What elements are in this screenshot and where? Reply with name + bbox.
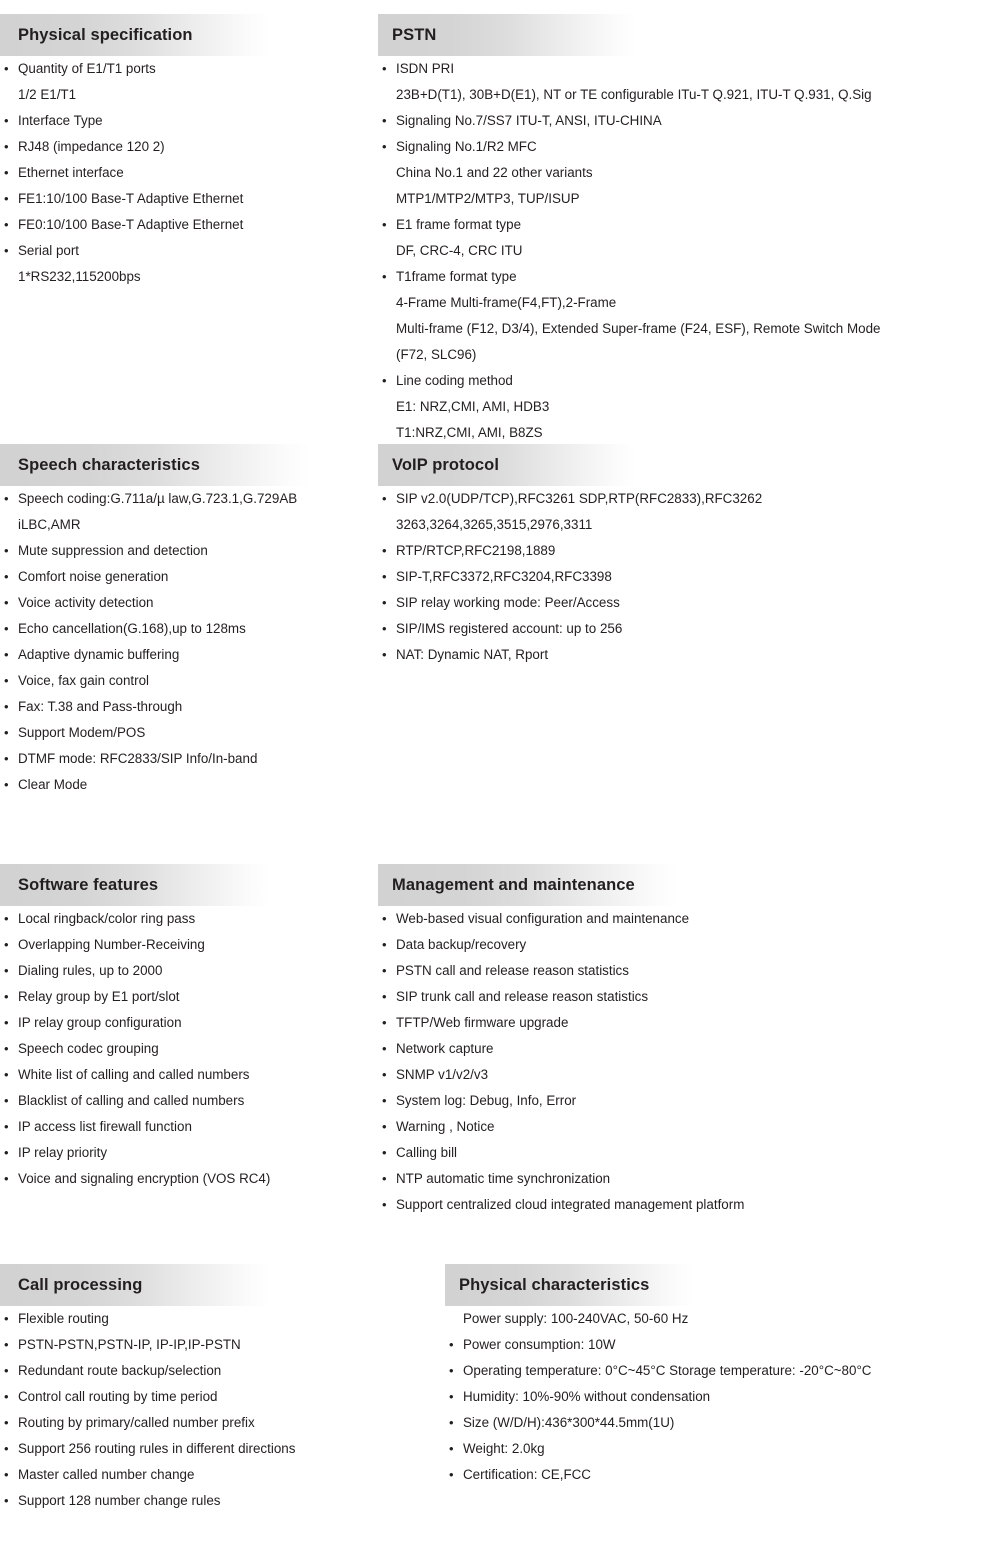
spec-item-text: Dialing rules, up to 2000: [18, 963, 163, 978]
spec-list-item: [0, 212, 380, 238]
spec-list-item: [445, 1306, 996, 1332]
spec-list-item: [378, 984, 996, 1010]
spec-list-item: [0, 486, 380, 538]
spec-item-text: RJ48 (impedance 120 2): [18, 139, 165, 154]
spec-list-voip-protocol: [378, 486, 996, 668]
spec-item-text: IP relay group configuration: [18, 1015, 182, 1030]
spec-item-text: DTMF mode: RFC2833/SIP Info/In-band: [18, 751, 258, 766]
spec-list-item: [378, 538, 996, 564]
spec-list-item: [378, 108, 996, 134]
spec-list-item: [0, 1488, 380, 1514]
spec-item-text: SIP/IMS registered account: up to 256: [396, 621, 623, 636]
spec-item-text: Support centralized cloud integrated management platform: [396, 1197, 745, 1212]
section-title: PSTN: [392, 25, 437, 44]
spec-item-text: PSTN-PSTN,PSTN-IP, IP-IP,IP-PSTN: [18, 1337, 241, 1352]
spec-list-item: [0, 1410, 380, 1436]
spec-list-management-and-maintenance: [378, 906, 996, 1218]
section-title: Call processing: [18, 1275, 143, 1294]
spec-item-text: Adaptive dynamic buffering: [18, 647, 180, 662]
spec-item-text: Serial port: [18, 243, 80, 258]
spec-list-item: [0, 746, 380, 772]
spec-list-item: [0, 238, 380, 290]
spec-list-item: [0, 1166, 380, 1192]
spec-item-text: T1frame format type: [396, 269, 517, 284]
spec-item-text: Blacklist of calling and called numbers: [18, 1093, 245, 1108]
spec-list-item: [378, 958, 996, 984]
spec-item-text: ISDN PRI: [396, 61, 455, 76]
spec-list-item: [378, 564, 996, 590]
section-title: Physical characteristics: [459, 1275, 650, 1294]
spec-list-item: [445, 1384, 996, 1410]
spec-list-item: [445, 1462, 996, 1488]
spec-item-text: Overlapping Number-Receiving: [18, 937, 205, 952]
spec-list-item: [0, 1384, 380, 1410]
spec-item-text: Mute suppression and detection: [18, 543, 208, 558]
spec-list-item: [0, 160, 380, 186]
spec-item-text: Echo cancellation(G.168),up to 128ms: [18, 621, 246, 636]
spec-item-subline: Multi-frame (F12, D3/4), Extended Super-frame (F24, ESF), Remote Switch Mode: [396, 321, 881, 336]
spec-list-item: [445, 1410, 996, 1436]
section-call-processing: [0, 1264, 380, 1514]
spec-list-item: [378, 1010, 996, 1036]
spec-list-software-features: [0, 906, 380, 1192]
spec-list-item: [0, 668, 380, 694]
spec-list-item: [378, 212, 996, 264]
spec-item-text: Speech coding:G.711a/µ law,G.723.1,G.729AB: [18, 491, 298, 506]
spec-item-text: SIP relay working mode: Peer/Access: [396, 595, 620, 610]
spec-list-item: [378, 1036, 996, 1062]
spec-list-item: [0, 538, 380, 564]
spec-item-subline: E1: NRZ,CMI, AMI, HDB3: [396, 399, 550, 414]
spec-item-text: Ethernet interface: [18, 165, 124, 180]
spec-item-text: Voice and signaling encryption (VOS RC4): [18, 1171, 271, 1186]
spec-item-text: Voice, fax gain control: [18, 673, 150, 688]
spec-item-text: E1 frame format type: [396, 217, 522, 232]
spec-list-item: [0, 1114, 380, 1140]
spec-item-text: Redundant route backup/selection: [18, 1363, 222, 1378]
section-title: Software features: [18, 875, 159, 894]
section-title: Management and maintenance: [392, 875, 635, 894]
spec-item-text: PSTN call and release reason statistics: [396, 963, 629, 978]
spec-item-subline: 23B+D(T1), 30B+D(E1), NT or TE configurable ITu-T Q.921, ITU-T Q.931, Q.Sig: [396, 87, 872, 102]
spec-list-item: [0, 1462, 380, 1488]
section-management-and-maintenance: [378, 864, 996, 1218]
section-header-software-features: [0, 864, 270, 906]
section-header-speech-characteristics: [0, 444, 310, 486]
spec-list-call-processing: [0, 1306, 380, 1514]
spec-item-text: Web-based visual configuration and maintenance: [396, 911, 690, 926]
section-pstn: [378, 14, 996, 446]
spec-item-text: Control call routing by time period: [18, 1389, 218, 1404]
spec-list-item: [445, 1332, 996, 1358]
spec-item-text: Power consumption: 10W: [463, 1337, 616, 1352]
spec-item-subline: MTP1/MTP2/MTP3, TUP/ISUP: [396, 191, 580, 206]
spec-list-item: [0, 1010, 380, 1036]
spec-item-text: Relay group by E1 port/slot: [18, 989, 180, 1004]
spec-list-item: [0, 108, 380, 134]
spec-item-text: IP relay priority: [18, 1145, 108, 1160]
spec-item-text: Network capture: [396, 1041, 494, 1056]
section-header-pstn: [378, 14, 636, 56]
spec-list-item: [0, 134, 380, 160]
spec-list-item: [0, 720, 380, 746]
section-header-management-and-maintenance: [378, 864, 678, 906]
spec-item-text: SIP v2.0(UDP/TCP),RFC3261 SDP,RTP(RFC2833),RFC3262: [396, 491, 763, 506]
spec-list-item: [0, 590, 380, 616]
section-speech-characteristics: [0, 444, 380, 798]
spec-item-subline: T1:NRZ,CMI, AMI, B8ZS: [396, 425, 543, 440]
spec-item-text: SNMP v1/v2/v3: [396, 1067, 489, 1082]
spec-item-text: SIP-T,RFC3372,RFC3204,RFC3398: [396, 569, 612, 584]
spec-list-item: [0, 984, 380, 1010]
spec-item-text: Operating temperature: 0°C~45°C Storage temperature: -20°C~80°C: [463, 1363, 872, 1378]
spec-list-item: [378, 616, 996, 642]
spec-item-subline: 4-Frame Multi-frame(F4,FT),2-Frame: [396, 295, 617, 310]
spec-item-text: Power supply: 100-240VAC, 50-60 Hz: [463, 1311, 689, 1326]
spec-list-item: [0, 772, 380, 798]
spec-list-item: [0, 1436, 380, 1462]
section-software-features: [0, 864, 380, 1192]
spec-item-text: Master called number change: [18, 1467, 195, 1482]
spec-item-text: Support 128 number change rules: [18, 1493, 221, 1508]
spec-list-item: [0, 906, 380, 932]
spec-item-text: Quantity of E1/T1 ports: [18, 61, 156, 76]
spec-item-text: Comfort noise generation: [18, 569, 169, 584]
spec-list-item: [0, 1140, 380, 1166]
spec-item-text: FE1:10/100 Base-T Adaptive Ethernet: [18, 191, 244, 206]
spec-list-physical-specification: [0, 56, 380, 290]
section-title: VoIP protocol: [392, 455, 500, 474]
spec-list-pstn: [378, 56, 996, 446]
spec-item-text: Local ringback/color ring pass: [18, 911, 196, 926]
spec-item-text: TFTP/Web firmware upgrade: [396, 1015, 569, 1030]
spec-item-text: Humidity: 10%-90% without condensation: [463, 1389, 711, 1404]
section-title: Physical specification: [18, 25, 193, 44]
spec-item-text: NAT: Dynamic NAT, Rport: [396, 647, 549, 662]
spec-item-text: Size (W/D/H):436*300*44.5mm(1U): [463, 1415, 675, 1430]
spec-item-text: Line coding method: [396, 373, 513, 388]
spec-list-item: [378, 134, 996, 212]
spec-item-subline: iLBC,AMR: [18, 517, 81, 532]
spec-list-item: [445, 1358, 996, 1384]
section-physical-specification: [0, 14, 380, 290]
spec-item-text: RTP/RTCP,RFC2198,1889: [396, 543, 556, 558]
section-physical-characteristics: [445, 1264, 996, 1488]
spec-item-text: Weight: 2.0kg: [463, 1441, 545, 1456]
spec-item-text: Speech codec grouping: [18, 1041, 159, 1056]
spec-list-item: [0, 564, 380, 590]
spec-item-subline: 3263,3264,3265,3515,2976,3311: [396, 517, 593, 532]
spec-item-text: Interface Type: [18, 113, 103, 128]
spec-list-item: [378, 368, 996, 446]
spec-item-subline: 1/2 E1/T1: [18, 87, 77, 102]
spec-list-item: [378, 932, 996, 958]
spec-list-item: [378, 1062, 996, 1088]
section-title: Speech characteristics: [18, 455, 200, 474]
section-voip-protocol: [378, 444, 996, 668]
spec-list-item: [378, 1192, 996, 1218]
spec-item-text: Signaling No.1/R2 MFC: [396, 139, 537, 154]
spec-list-item: [0, 616, 380, 642]
spec-list-item: [378, 642, 996, 668]
spec-item-text: Support Modem/POS: [18, 725, 146, 740]
spec-item-text: IP access list firewall function: [18, 1119, 192, 1134]
spec-list-speech-characteristics: [0, 486, 380, 798]
spec-list-item: [0, 1332, 380, 1358]
spec-list-item: [378, 1114, 996, 1140]
section-header-call-processing: [0, 1264, 270, 1306]
spec-item-text: Calling bill: [396, 1145, 458, 1160]
spec-item-text: Clear Mode: [18, 777, 88, 792]
spec-list-item: [0, 1306, 380, 1332]
spec-item-text: SIP trunk call and release reason statistics: [396, 989, 649, 1004]
section-header-voip-protocol: [378, 444, 636, 486]
spec-list-item: [0, 1358, 380, 1384]
spec-item-text: Flexible routing: [18, 1311, 109, 1326]
spec-item-subline: DF, CRC-4, CRC ITU: [396, 243, 523, 258]
spec-item-text: System log: Debug, Info, Error: [396, 1093, 577, 1108]
spec-item-subline: 1*RS232,115200bps: [18, 269, 141, 284]
spec-item-text: Support 256 routing rules in different directions: [18, 1441, 296, 1456]
spec-list-item: [0, 1062, 380, 1088]
spec-item-subline: (F72, SLC96): [396, 347, 477, 362]
spec-item-text: Voice activity detection: [18, 595, 154, 610]
spec-list-item: [378, 264, 996, 368]
spec-list-item: [378, 1166, 996, 1192]
spec-list-item: [378, 56, 996, 108]
spec-item-text: FE0:10/100 Base-T Adaptive Ethernet: [18, 217, 244, 232]
spec-item-text: Signaling No.7/SS7 ITU-T, ANSI, ITU-CHINA: [396, 113, 662, 128]
spec-list-item: [0, 932, 380, 958]
spec-list-item: [0, 694, 380, 720]
spec-item-text: Data backup/recovery: [396, 937, 527, 952]
spec-list-item: [0, 1036, 380, 1062]
spec-item-text: Fax: T.38 and Pass-through: [18, 699, 183, 714]
spec-list-physical-characteristics: [445, 1306, 996, 1488]
spec-list-item: [378, 1088, 996, 1114]
spec-list-item: [378, 1140, 996, 1166]
section-header-physical-characteristics: [445, 1264, 695, 1306]
spec-item-subline: China No.1 and 22 other variants: [396, 165, 593, 180]
spec-list-item: [0, 56, 380, 108]
spec-list-item: [0, 958, 380, 984]
spec-item-text: Certification: CE,FCC: [463, 1467, 591, 1482]
spec-list-item: [0, 186, 380, 212]
spec-item-text: Warning , Notice: [396, 1119, 495, 1134]
spec-list-item: [445, 1436, 996, 1462]
spec-list-item: [0, 642, 380, 668]
spec-list-item: [378, 590, 996, 616]
spec-item-text: NTP automatic time synchronization: [396, 1171, 611, 1186]
spec-item-text: White list of calling and called numbers: [18, 1067, 250, 1082]
section-header-physical-specification: [0, 14, 270, 56]
spec-list-item: [378, 906, 996, 932]
spec-list-item: [378, 486, 996, 538]
spec-list-item: [0, 1088, 380, 1114]
spec-item-text: Routing by primary/called number prefix: [18, 1415, 255, 1430]
